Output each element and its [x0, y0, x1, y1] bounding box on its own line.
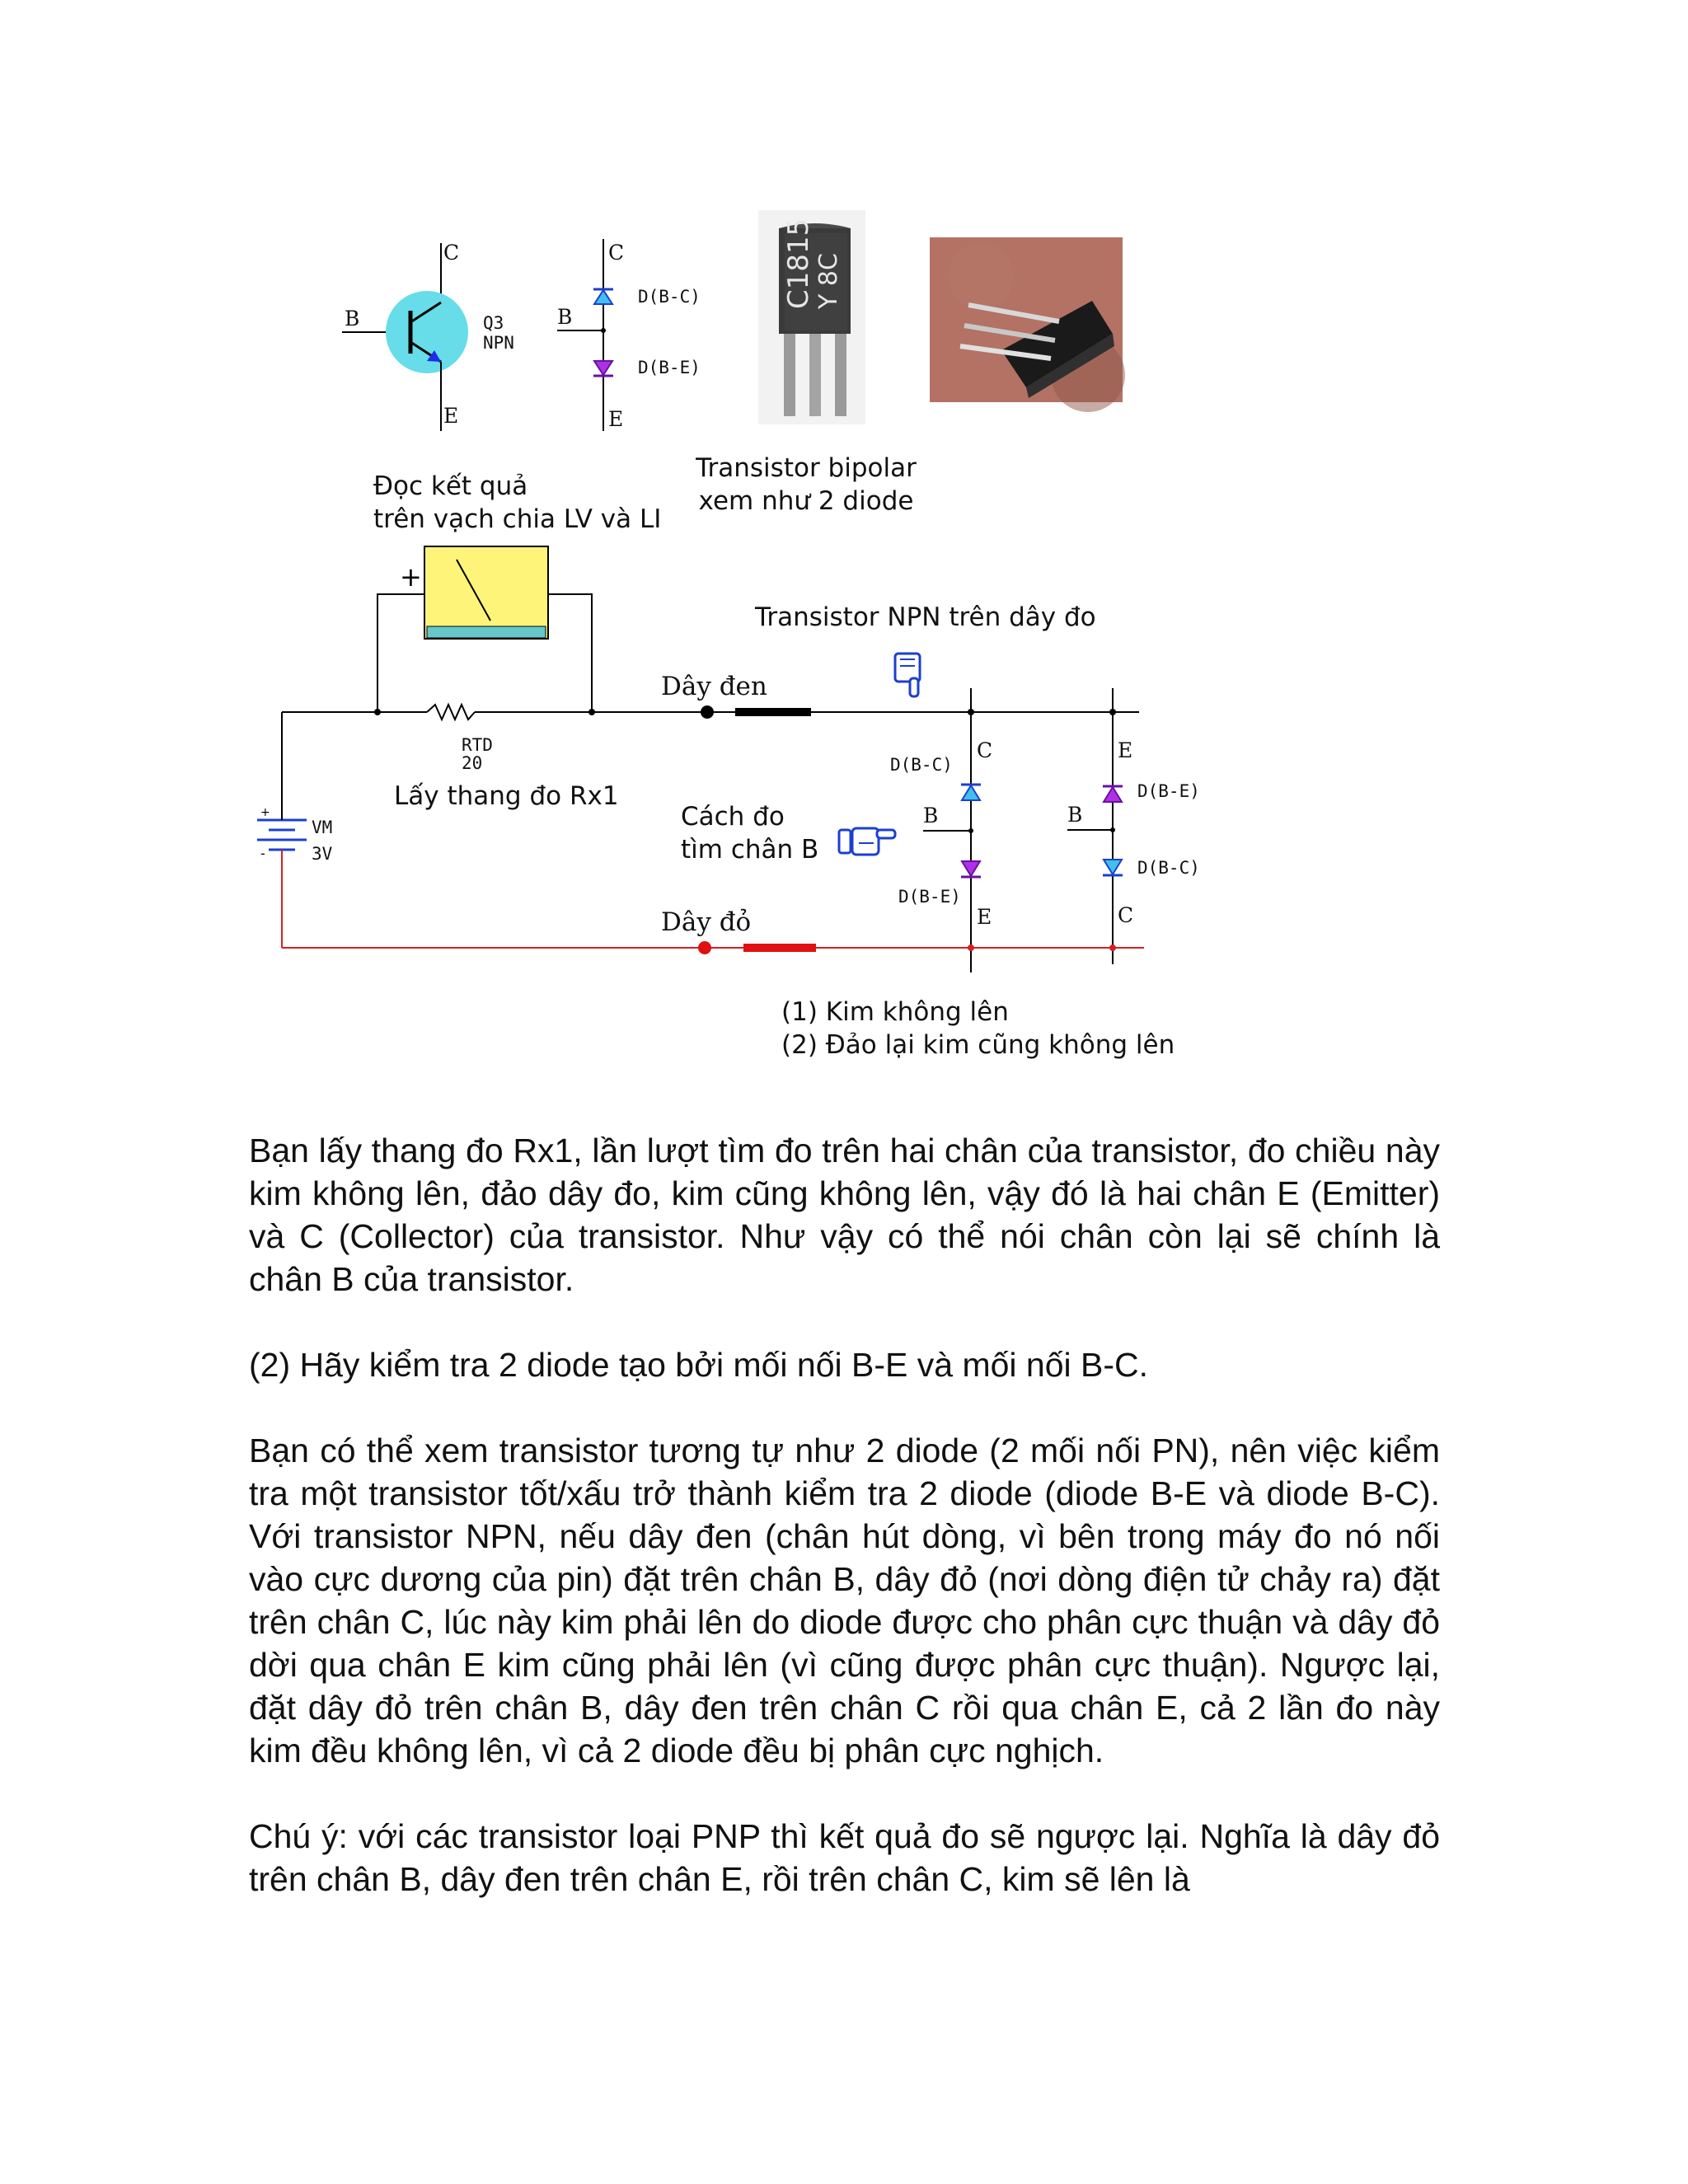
right-dtop-label: D(B-E)	[1137, 781, 1200, 801]
probe-title: Transistor NPN trên dây đo	[755, 602, 1096, 632]
range-note: Lấy thang đo Rx1	[394, 781, 619, 811]
find-b-line2: tìm chân B	[681, 835, 819, 865]
photo-caption-line2: xem như 2 diode	[698, 486, 914, 516]
result-line1: (1) Kim không lên	[781, 997, 1009, 1027]
paragraph-1: Bạn lấy thang đo Rx1, lần lượt tìm đo trên hai chân của transistor, đo chiều này kim không lên, đảo dây đo, kim cũng không lên, vậy đó là hai chân E (Emitter) và C (Collector) của transistor. Như vậy có thể nói chân còn lại sẽ chính là chân B của transistor.	[249, 1132, 1440, 1298]
photo-caption-line1: Transistor bipolar	[696, 453, 917, 483]
test-case-right	[1067, 688, 1200, 964]
npn-type-label: NPN	[483, 333, 514, 353]
battery-minus-label: -	[260, 846, 265, 861]
black-probe-icon	[735, 708, 811, 716]
model-pin-b-label: B	[557, 305, 573, 329]
npn-pin-c-label: C	[443, 241, 460, 265]
right-pin-b-label: B	[1067, 803, 1083, 827]
result-line2: (2) Đảo lại kim cũng không lên	[781, 1030, 1175, 1060]
left-pin-c-label: C	[977, 738, 993, 762]
diode-be-icon	[594, 361, 612, 375]
right-pin-c-label: C	[1118, 903, 1134, 927]
battery-value-label: 3V	[312, 844, 333, 864]
package-marking-line1: C1815	[782, 218, 815, 309]
model-dbc-label: D(B-C)	[638, 287, 701, 307]
test-case-left	[890, 688, 992, 972]
resistor-ref-label: RTD	[462, 735, 493, 755]
diode-model	[557, 239, 701, 431]
transistor-test-figure	[239, 210, 1228, 1084]
npn-pin-e-label: E	[443, 404, 459, 428]
pointing-hand-down-icon	[895, 654, 920, 696]
meter-caption-line2: trên vạch chia LV và LI	[373, 504, 662, 534]
model-pin-c-label: C	[608, 241, 625, 265]
black-probe-dot	[701, 705, 714, 719]
right-pin-e-label: E	[1118, 738, 1133, 762]
right-bottom-diode-icon	[1104, 860, 1122, 874]
paragraph-4: Chú ý: với các transistor loại PNP thì kết quả đo sẽ ngược lại. Nghĩa là dây đỏ trên chân B, dây đen trên chân E, rồi trên chân C, kim sẽ lên là	[249, 1817, 1440, 1898]
paragraph-3: Bạn có thể xem transistor tương tự như 2 diode (2 mối nối PN), nên việc kiểm tra một transistor tốt/xấu trở thành kiểm tra 2 diode (diode B-E và diode B-C). Với transistor NPN, nếu dây đen (chân hút dòng, vì bên trong máy đo nó nối vào cực dương của pin) đặt trên chân B, dây đỏ (nơi dòng điện tử chảy ra) đặt trên chân C, lúc này kim phải lên do diode được cho phân cực thuận và dây đỏ dời qua chân E kim cũng phải lên (vì cũng được phân cực thuận). Ngược lại, đặt dây đỏ trên chân B, dây đen trên chân C rồi qua chân E, cả 2 lần đo này kim đều không lên, vì cả 2 diode đều bị phân cực nghịch.	[249, 1432, 1440, 1769]
resistor-value-label: 20	[462, 753, 483, 773]
package-marking-line2: Y 8C	[814, 253, 843, 309]
left-bottom-diode-icon	[962, 861, 980, 876]
npn-pin-b-label: B	[345, 307, 360, 330]
meter	[400, 546, 548, 639]
diode-bc-icon	[594, 290, 612, 304]
red-probe-dot	[698, 941, 711, 954]
model-dbe-label: D(B-E)	[638, 358, 701, 377]
left-dtop-label: D(B-C)	[890, 755, 953, 775]
paragraph-2: (2) Hãy kiểm tra 2 diode tạo bởi mối nối B-E và mối nối B-C.	[249, 1346, 1149, 1384]
left-pin-e-label: E	[977, 905, 992, 929]
right-dbottom-label: D(B-C)	[1137, 858, 1200, 878]
pointing-hand-right-icon	[839, 828, 895, 855]
red-probe-icon	[743, 944, 816, 952]
npn-transistor-symbol	[342, 241, 514, 431]
black-wire-label: Dây đen	[661, 672, 767, 701]
left-pin-b-label: B	[923, 804, 939, 827]
npn-ref-label: Q3	[483, 313, 504, 333]
meter-plus-label: +	[400, 561, 422, 593]
resistor-icon	[427, 705, 475, 719]
right-top-diode-icon	[1104, 787, 1122, 802]
transistor-photo	[930, 237, 1125, 412]
left-top-diode-icon	[962, 785, 980, 800]
body-text	[249, 1129, 1440, 1900]
left-dbottom-label: D(B-E)	[898, 887, 961, 907]
battery-plus-label: +	[260, 806, 270, 819]
battery-ref-label: VM	[312, 818, 333, 837]
meter-caption-line1: Đọc kết quả	[373, 471, 528, 501]
model-pin-e-label: E	[608, 407, 624, 431]
to92-package-image	[758, 210, 865, 424]
red-wire-label: Dây đỏ	[661, 907, 752, 937]
find-b-line1: Cách đo	[681, 802, 785, 832]
